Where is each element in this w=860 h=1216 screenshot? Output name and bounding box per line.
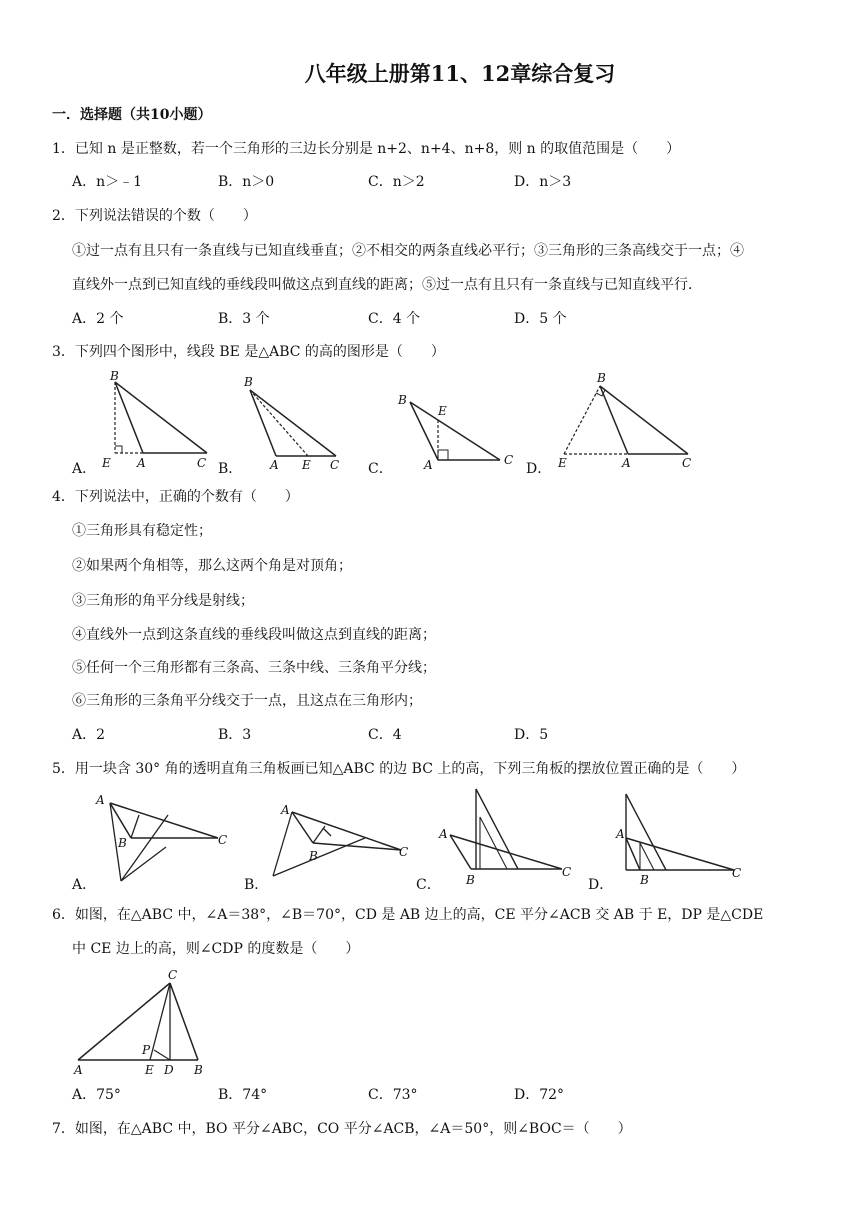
q3-fig-b-label: B． [218, 461, 243, 477]
q3d-label-e: E [558, 456, 567, 470]
q5-fig-d-label: D． [588, 877, 614, 893]
q3-figure-b [238, 372, 358, 476]
q3b-label-e: E [302, 458, 311, 472]
question-6-line-2: 中 CE 边上的高，则∠CDP 的度数是（ ） [72, 941, 360, 957]
q1-option-d: D．n＞3 [514, 174, 572, 190]
q2-option-c: C．4 个 [368, 311, 421, 327]
q4-item-1: ①三角形具有稳定性； [72, 523, 212, 539]
q3a-label-b: B [110, 369, 119, 383]
q1-option-a: A．n＞﹣1 [72, 174, 143, 190]
q5a-label-c: C [218, 833, 228, 847]
q3c-label-a: A [424, 458, 433, 472]
q6-option-d: D．72° [514, 1087, 565, 1103]
q3c-label-e: E [438, 404, 447, 418]
q2-option-b: B．3 个 [218, 311, 270, 327]
question-2-stem: 2．下列说法错误的个数（ ） [52, 208, 257, 224]
question-1-stem: 1．已知 n 是正整数，若一个三角形的三边长分别是 n+2、n+4、n+8，则 n 的取值范围是（ ） [52, 141, 681, 157]
q4-item-4: ④直线外一点到这条直线的垂线段叫做这点到直线的距离； [72, 627, 436, 643]
q3-figure-c [390, 388, 520, 477]
question-2-line-1: ①过一点有且只有一条直线与已知直线垂直；②不相交的两条直线必平行；③三角形的三条高线交于一点；④ [72, 243, 744, 259]
q6-label-c: C [168, 968, 178, 982]
q5b-label-a: A [281, 803, 290, 817]
q4-item-3: ③三角形的角平分线是射线； [72, 593, 254, 609]
question-4-stem: 4．下列说法中，正确的个数有（ ） [52, 489, 299, 505]
q4-item-5: ⑤任何一个三角形都有三条高、三条中线、三条角平分线； [72, 660, 436, 676]
question-3-stem: 3．下列四个图形中，线段 BE 是△ABC 的高的图形是（ ） [52, 344, 445, 360]
q1-option-c: C．n＞2 [368, 174, 425, 190]
q3b-label-c: C [330, 458, 340, 472]
q5-fig-c-label: C． [416, 877, 441, 893]
q3b-label-a: A [270, 458, 279, 472]
question-6-line-1: 6．如图，在△ABC 中，∠A＝38°，∠B＝70°，CD 是 AB 边上的高，CE 平分∠ACB 交 AB 于 E，DP 是△CDE [52, 907, 764, 923]
q3a-label-e: E [102, 456, 111, 470]
q5-figure-a [90, 795, 240, 894]
q4-option-b: B．3 [218, 727, 252, 743]
q5-figure-d [610, 790, 750, 894]
q3-fig-d-label: D． [526, 461, 552, 477]
q3c-label-b: B [398, 393, 407, 407]
q3d-label-b: B [597, 371, 606, 385]
q2-option-d: D．5 个 [514, 311, 567, 327]
q5d-label-a: A [616, 827, 625, 841]
q5-figure-b [265, 800, 425, 894]
q5a-label-a: A [96, 793, 105, 807]
q2-option-a: A．2 个 [72, 311, 124, 327]
q5a-label-b: B [118, 836, 127, 850]
q3-figure-d [548, 368, 698, 477]
q3-fig-a-label: A． [72, 461, 97, 477]
q5c-label-b: B [466, 873, 475, 887]
q3-fig-c-label: C． [368, 461, 393, 477]
q4-option-d: D．5 [514, 727, 549, 743]
q1-option-b: B．n＞0 [218, 174, 275, 190]
q3c-label-c: C [504, 453, 514, 467]
q4-option-a: A．2 [72, 727, 106, 743]
q4-option-c: C．4 [368, 727, 402, 743]
q3b-label-b: B [244, 375, 253, 389]
question-2-line-2: 直线外一点到已知直线的垂线段叫做这点到直线的距离；⑤过一点有且只有一条直线与已知直线平行． [72, 277, 702, 293]
section-heading: 一．选择题（共10小题） [52, 107, 212, 123]
q6-label-p: P [142, 1043, 151, 1057]
q5c-label-a: A [439, 827, 448, 841]
q3d-label-c: C [682, 456, 692, 470]
q3a-label-a: A [137, 456, 146, 470]
q6-label-d: D [164, 1063, 174, 1077]
q6-label-e: E [145, 1063, 154, 1077]
page-title: 八年级上册第11、12章综合复习 [304, 61, 616, 86]
question-5-stem: 5．用一块含 30° 角的透明直角三角板画已知△ABC 的边 BC 上的高，下列三角板的摆放位置正确的是（ ） [52, 761, 746, 777]
q3-figure-a [95, 368, 215, 477]
q4-item-2: ②如果两个角相等，那么这两个角是对顶角； [72, 558, 352, 574]
q4-item-6: ⑥三角形的三条角平分线交于一点，且这点在三角形内； [72, 693, 422, 709]
q5-fig-b-label: B． [244, 877, 269, 893]
q3d-label-a: A [622, 456, 631, 470]
q6-option-b: B．74° [218, 1087, 268, 1103]
q5b-label-b: B [309, 849, 318, 863]
question-7-stem: 7．如图，在△ABC 中，BO 平分∠ABC，CO 平分∠ACB，∠A＝50°，则∠BOC＝（ ） [52, 1121, 632, 1137]
q3a-label-c: C [197, 456, 207, 470]
q5c-label-c: C [562, 865, 572, 879]
q5-fig-a-label: A． [72, 877, 97, 893]
q5d-label-b: B [640, 873, 649, 887]
q6-option-c: C．73° [368, 1087, 418, 1103]
q5-figure-c [436, 785, 586, 894]
q5b-label-c: C [399, 845, 409, 859]
q6-option-a: A．75° [72, 1087, 121, 1103]
q5d-label-c: C [732, 866, 742, 880]
q6-label-b: B [194, 1063, 203, 1077]
q6-figure [70, 966, 220, 1080]
q6-label-a: A [74, 1063, 83, 1077]
